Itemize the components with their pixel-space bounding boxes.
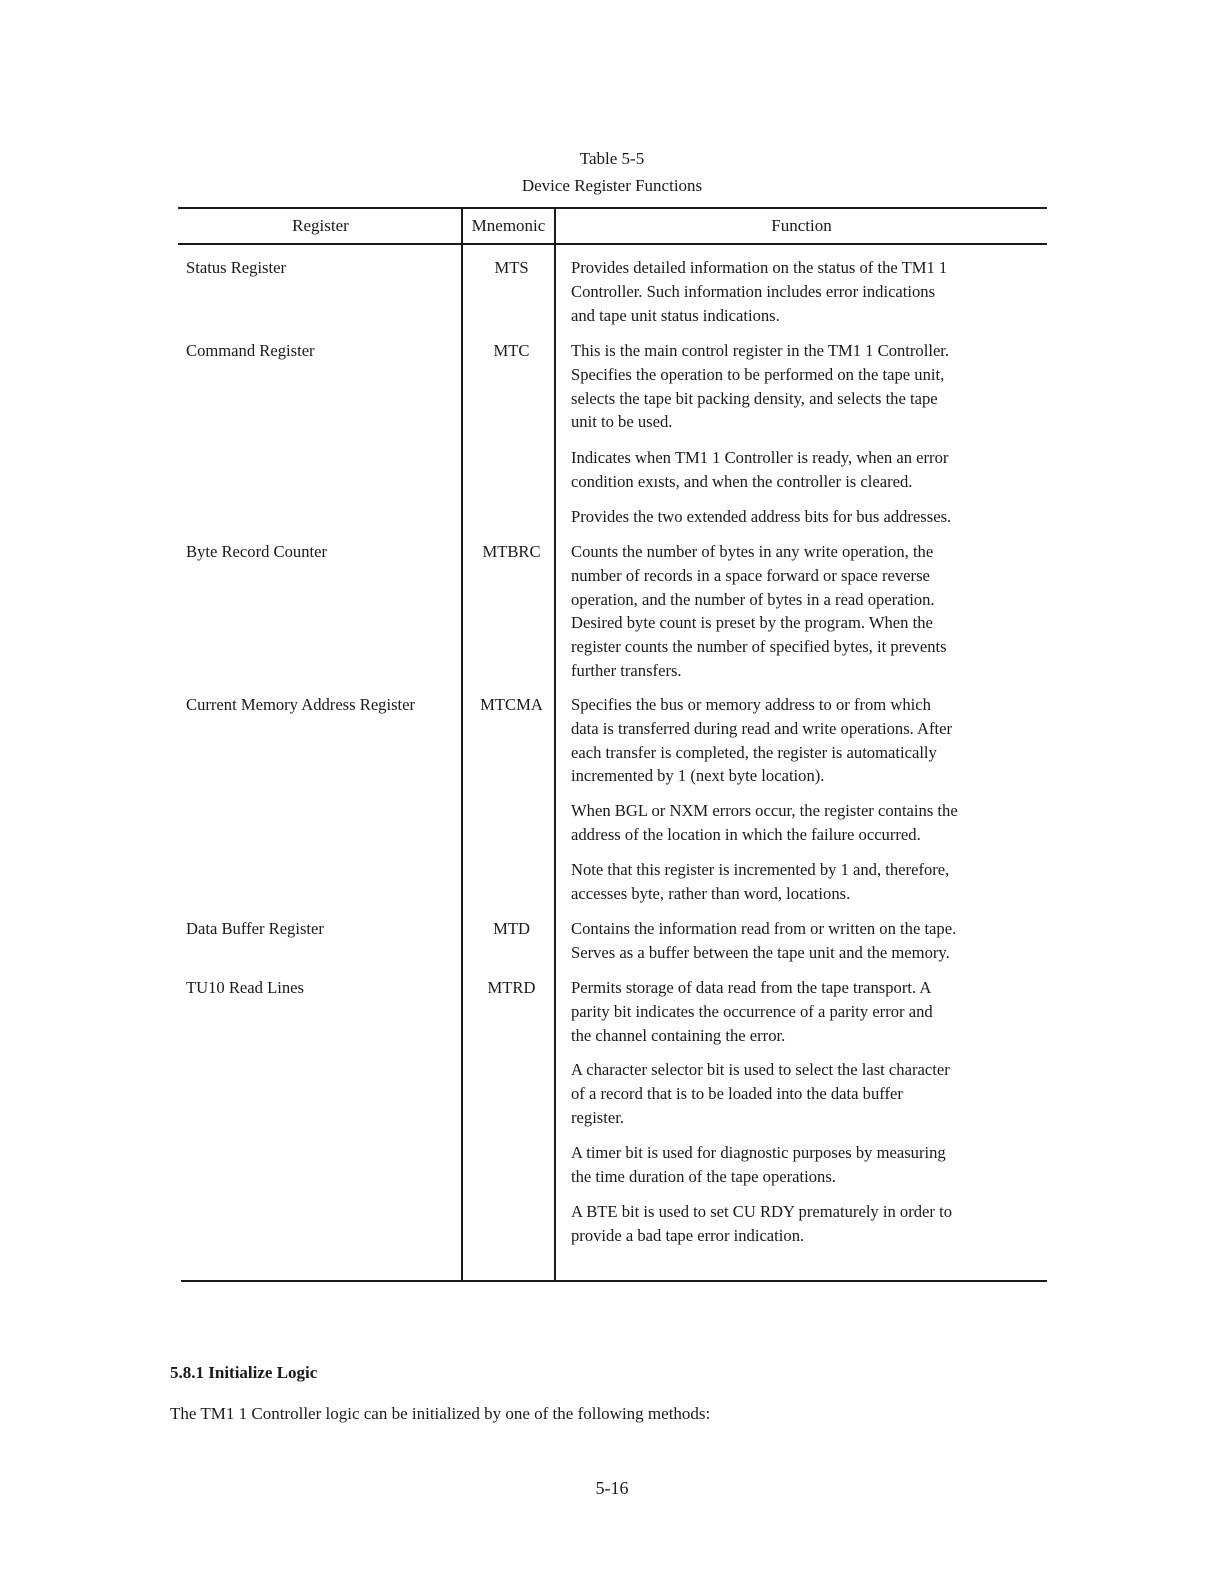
mnemonic: MTD xyxy=(493,919,530,938)
function-text: A BTE bit is used to set CU RDY prematurely in order to provide a bad tape error indication. xyxy=(571,1202,952,1245)
function-text: Note that this register is incremented by 1 and, therefore, accesses byte, rather than word, locations. xyxy=(571,860,950,903)
mnemonic: MTRD xyxy=(487,978,536,997)
section-intro: The TM1 1 Controller logic can be initialized by one of the following methods: xyxy=(170,1404,711,1423)
register-name: TU10 Read Lines xyxy=(186,978,304,997)
function-text: Specifies the bus or memory address to or from which data is transferred during read and write operations. After each transfer is completed, the register is automatically incremented by 1 (next byte location). xyxy=(571,695,953,786)
table-header-rule xyxy=(178,243,1047,245)
register-name: Command Register xyxy=(186,341,315,360)
function-text: Counts the number of bytes in any write operation, the number of records in a space forward or space reverse operation, and the number of bytes in a read operation. Desired byte count is preset by the program. When the register counts the number of specified bytes, it prevents further transfers. xyxy=(571,542,947,680)
function-text: When BGL or NXM errors occur, the register contains the address of the location in which the failure occurred. xyxy=(571,801,958,844)
function-text: A timer bit is used for diagnostic purposes by measuring the time duration of the tape operations. xyxy=(571,1143,946,1186)
mnemonic: MTCMA xyxy=(480,695,543,714)
column-divider-2 xyxy=(554,209,556,1281)
mnemonic: MTS xyxy=(494,258,529,277)
table-number: Table 5-5 xyxy=(579,149,645,168)
header-register: Register xyxy=(292,216,349,235)
table-bottom-rule xyxy=(181,1280,1047,1282)
register-name: Data Buffer Register xyxy=(186,919,324,938)
mnemonic: MTC xyxy=(493,341,530,360)
function-text: Provides the two extended address bits for bus addresses. xyxy=(571,507,952,526)
mnemonic: MTBRC xyxy=(482,542,541,561)
function-text: Provides detailed information on the status of the TM1 1 Controller. Such information includes error indications and tape unit status indications. xyxy=(571,258,948,325)
function-text: A character selector bit is used to select the last character of a record that is to be loaded into the data buffer register. xyxy=(571,1060,950,1127)
function-text: Permits storage of data read from the tape transport. A parity bit indicates the occurrence of a parity error and the channel containing the error. xyxy=(571,978,933,1045)
page-number: 5-16 xyxy=(595,1478,629,1498)
table-title: Device Register Functions xyxy=(521,176,703,195)
register-name: Byte Record Counter xyxy=(186,542,328,561)
section-heading: 5.8.1 Initialize Logic xyxy=(170,1363,318,1382)
register-name: Current Memory Address Register xyxy=(186,695,416,714)
header-function: Function xyxy=(771,216,832,235)
function-text: Indicates when TM1 1 Controller is ready, when an error condition exısts, and when the controller is cleared. xyxy=(571,448,949,491)
function-text: Contains the information read from or written on the tape. Serves as a buffer between the tape unit and the memory. xyxy=(571,919,957,962)
column-divider-1 xyxy=(461,209,463,1281)
table-top-rule xyxy=(178,207,1047,209)
register-name: Status Register xyxy=(186,258,287,277)
function-text: This is the main control register in the TM1 1 Controller. Specifies the operation to be performed on the tape unit, selects the tape bit packing density, and selects the tape unit to be used. xyxy=(571,341,950,432)
header-mnemonic: Mnemonic xyxy=(471,216,546,235)
